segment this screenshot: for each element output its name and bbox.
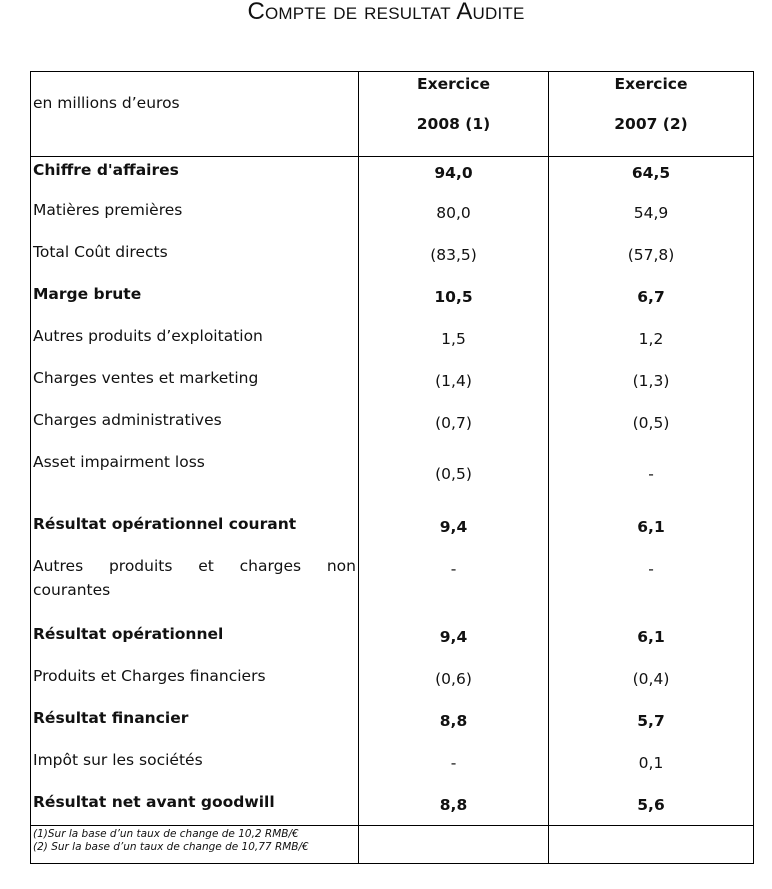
value-2007: 6,7 [549,283,754,325]
table-row [31,283,754,325]
value-2007: 64,5 [549,157,754,199]
value-2007: 6,1 [549,623,754,665]
table-row [31,513,754,555]
table-row [31,707,754,749]
row-label: Résultat opérationnel [31,623,359,665]
value-2007: 54,9 [549,199,754,241]
value-2008: 8,8 [359,707,549,749]
table-row [31,409,754,451]
empty-cell [549,826,754,864]
value-2008: 9,4 [359,623,549,665]
column-header-2007-line2: 2007 (2) [614,115,688,133]
value-2007: 5,7 [549,707,754,749]
footnote-2008: (1)Sur la base d’un taux de change de 10,2 RMB/€ [33,828,299,840]
footnote-row [31,826,754,864]
value-2008: (0,6) [359,665,549,707]
unit-label: en millions d’euros [33,94,180,112]
column-header-2007 [549,72,754,157]
value-2008: 94,0 [359,157,549,199]
row-label: Produits et Charges financiers [31,665,359,707]
table-row [31,791,754,826]
row-label: Total Coût directs [31,241,359,283]
table-row [31,241,754,283]
document-title: Compte de resultat Audite [247,0,525,25]
row-label: Asset impairment loss [31,451,359,513]
value-2007: (57,8) [549,241,754,283]
value-2008: - [359,555,549,623]
row-label-cell [31,555,359,623]
row-label: Matières premières [31,199,359,241]
table-row [31,367,754,409]
row-label: Autres produits et charges non [33,556,356,575]
header-row [31,72,754,157]
row-label-continued: courantes [33,580,111,599]
empty-cell [359,826,549,864]
value-2008: 9,4 [359,513,549,555]
table-row [31,451,754,513]
row-label: Charges administratives [31,409,359,451]
table-row [31,665,754,707]
value-2007: (0,4) [549,665,754,707]
value-2008: 1,5 [359,325,549,367]
value-2008: (83,5) [359,241,549,283]
row-label: Impôt sur les sociétés [31,749,359,791]
income-statement-table [30,71,754,864]
value-2008: (0,5) [359,451,549,513]
column-header-2007-line1: Exercice [614,75,688,93]
unit-label-cell [31,72,359,157]
footnotes-cell [31,826,359,864]
value-2008: 10,5 [359,283,549,325]
table-row [31,555,754,623]
value-2008: - [359,749,549,791]
column-header-2008-line1: Exercice [417,75,490,93]
row-label: Chiffre d'affaires [31,157,359,199]
table-row [31,623,754,665]
value-2008: 80,0 [359,199,549,241]
row-label: Résultat financier [31,707,359,749]
value-2008: (0,7) [359,409,549,451]
value-2007: 5,6 [549,791,754,826]
row-label: Résultat opérationnel courant [31,513,359,555]
value-2007: 6,1 [549,513,754,555]
value-2007: (0,5) [549,409,754,451]
value-2007: - [549,555,754,623]
row-label: Charges ventes et marketing [31,367,359,409]
table-row [31,199,754,241]
value-2008: (1,4) [359,367,549,409]
value-2007: 0,1 [549,749,754,791]
table-row [31,325,754,367]
row-label: Autres produits d’exploitation [31,325,359,367]
value-2008: 8,8 [359,791,549,826]
value-2007: - [549,451,754,513]
row-label: Marge brute [31,283,359,325]
column-header-2008 [359,72,549,157]
column-header-2008-line2: 2008 (1) [416,115,491,133]
table-row [31,749,754,791]
table-row [31,157,754,199]
value-2007: 1,2 [549,325,754,367]
footnote-2007: (2) Sur la base d’un taux de change de 10,77 RMB/€ [33,841,309,853]
row-label: Résultat net avant goodwill [31,791,359,826]
value-2007: (1,3) [549,367,754,409]
